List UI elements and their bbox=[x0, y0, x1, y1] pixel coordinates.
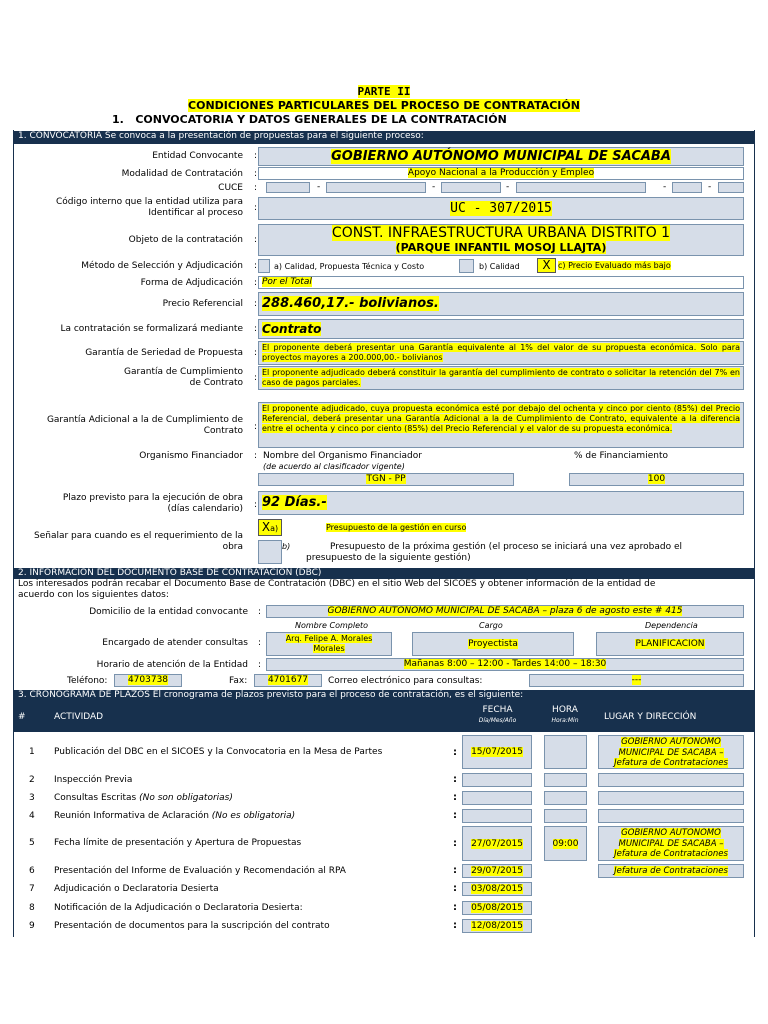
cargo-col-header: Cargo bbox=[479, 621, 503, 630]
table-row-3-num: 3 bbox=[29, 793, 35, 803]
row-3-activity-note: (No son obligatorias) bbox=[139, 793, 233, 803]
domicilio-field bbox=[266, 605, 744, 618]
colon: : bbox=[258, 638, 262, 648]
cuce-field-6[interactable] bbox=[718, 182, 744, 193]
table-row-8-fecha bbox=[462, 901, 532, 915]
colon: : bbox=[254, 324, 258, 334]
table-row-8-activity: Notificación de la Adjudicación o Declaratoria Desierta: bbox=[54, 903, 303, 913]
req-a-label bbox=[326, 523, 466, 532]
req-b-label bbox=[306, 542, 682, 564]
colon: : bbox=[258, 607, 262, 617]
table-row-8-num: 8 bbox=[29, 903, 35, 913]
section-2-title: 2. INFORMACIÓN DEL DOCUMENTO BASE DE CONTRATACIÓN (DBC) bbox=[13, 568, 755, 579]
title-main bbox=[0, 99, 768, 112]
req-b-line-1: Presupuesto de la próxima gestión (el proceso se iniciará una vez aprobado el bbox=[330, 542, 683, 552]
formaliza-label: La contratación se formalizará mediante bbox=[60, 324, 243, 334]
cuce-separator: - bbox=[708, 182, 712, 192]
encargado-field bbox=[266, 632, 392, 656]
row-5-lugar-line-1: GOBIERNO AUTONOMO bbox=[621, 828, 721, 838]
col-lugar-header: LUGAR Y DIRECCIÓN bbox=[604, 712, 697, 722]
section-1-header: 1. CONVOCATORIA Se convoca a la presentación de propuestas para el siguiente proceso: bbox=[13, 131, 755, 144]
col-hora-label: HORA bbox=[552, 705, 578, 715]
colon: : bbox=[254, 373, 258, 383]
cuce-separator: - bbox=[506, 182, 510, 192]
colon: : bbox=[254, 203, 258, 213]
nombre-col-header: Nombre Completo bbox=[295, 621, 369, 630]
objeto-value-2: (PARQUE INFANTIL MOSOJ LLAJTA) bbox=[395, 241, 607, 254]
colon: : bbox=[254, 169, 258, 179]
req-a-checkbox[interactable] bbox=[258, 519, 282, 536]
req-b-line-2: presupuesto de la siguiente gestión) bbox=[306, 553, 471, 563]
col-fecha-sub: Día/Mes/Año bbox=[478, 717, 517, 724]
section-2-desc-2: acuerdo con los siguientes datos: bbox=[18, 590, 169, 600]
col-fecha-header bbox=[455, 705, 540, 726]
row-7-fecha-value: 03/08/2015 bbox=[471, 884, 523, 894]
col-hora-sub: Hora:Min bbox=[551, 717, 579, 724]
colon: : bbox=[254, 235, 258, 245]
col-hora-header bbox=[542, 705, 588, 726]
requerimiento-label bbox=[20, 531, 243, 553]
req-b-checkbox[interactable] bbox=[258, 540, 282, 564]
fax-value: 4701677 bbox=[267, 675, 309, 685]
cuce-field-5[interactable] bbox=[672, 182, 702, 193]
row-8-fecha-value: 05/08/2015 bbox=[471, 903, 523, 913]
domicilio-value: GOBIERNO AUTONOMO MUNICIPAL DE SACABA – plaza 6 de agosto este # 415 bbox=[327, 606, 683, 616]
table-row-9-fecha bbox=[462, 919, 532, 933]
row-1-lugar-line-1: GOBIERNO AUTONOMO bbox=[621, 737, 721, 747]
cuce-separator: - bbox=[663, 182, 667, 192]
forma-field bbox=[258, 276, 744, 289]
table-row-5-activity: Fecha límite de presentación y Apertura de Propuestas bbox=[54, 838, 302, 848]
cuce-field-3[interactable] bbox=[441, 182, 501, 193]
row-5-lugar-line-3: Jefatura de Contrataciones bbox=[614, 849, 728, 859]
title-part bbox=[0, 86, 768, 98]
table-row-4-hora bbox=[544, 809, 587, 823]
telefono-label: Teléfono: bbox=[67, 676, 108, 686]
colon: : bbox=[258, 660, 262, 670]
plazo-label-line-2: (días calendario) bbox=[167, 504, 243, 514]
cuce-label: CUCE bbox=[218, 183, 243, 193]
colon: : bbox=[254, 299, 258, 309]
req-a-letter: a) bbox=[270, 524, 279, 533]
row-3-activity-text: Consultas Escritas bbox=[54, 793, 140, 803]
table-row-3-fecha bbox=[462, 791, 532, 805]
colon: : bbox=[453, 810, 457, 821]
requerimiento-label-line-1: Señalar para cuando es el requerimiento de la bbox=[33, 531, 243, 541]
cuce-field-1[interactable] bbox=[266, 182, 310, 193]
organismo-field bbox=[258, 473, 514, 486]
colon: : bbox=[453, 883, 457, 894]
seriedad-label: Garantía de Seriedad de Propuesta bbox=[85, 348, 243, 358]
formaliza-value: Contrato bbox=[262, 322, 322, 336]
codigo-value: UC - 307/2015 bbox=[450, 201, 552, 216]
adicional-label bbox=[20, 415, 243, 437]
cumplimiento-field bbox=[258, 366, 744, 390]
colon: : bbox=[254, 422, 258, 432]
forma-label: Forma de Adjudicación bbox=[140, 278, 243, 288]
table-row-1-hora bbox=[544, 735, 587, 769]
colon: : bbox=[453, 747, 457, 758]
table-row-3-hora bbox=[544, 791, 587, 805]
correo-value: --- bbox=[631, 675, 642, 685]
section-2-desc-1: Los interesados podrán recabar el Documento Base de Contratación (DBC) en el sitio Web del SICOES y obtener información de la entidad de bbox=[18, 579, 656, 589]
correo-label: Correo electrónico para consultas: bbox=[328, 676, 483, 686]
encargado-label: Encargado de atender consultas bbox=[102, 638, 248, 648]
table-row-3-lugar bbox=[598, 791, 744, 805]
porcentaje-header: % de Financiamiento bbox=[574, 451, 668, 461]
plazo-value: 92 Días.- bbox=[262, 495, 327, 510]
table-row-2-lugar bbox=[598, 773, 744, 787]
cuce-separator: - bbox=[432, 182, 436, 192]
cargo-value: Proyectista bbox=[468, 639, 518, 649]
table-row-1-fecha bbox=[462, 735, 532, 769]
cuce-field-2[interactable] bbox=[326, 182, 426, 193]
table-row-2-fecha bbox=[462, 773, 532, 787]
organismo-value: TGN - PP bbox=[366, 474, 406, 484]
correo-field bbox=[529, 674, 744, 687]
row-1-fecha-value: 15/07/2015 bbox=[471, 747, 523, 757]
table-row-1-lugar bbox=[598, 735, 744, 769]
fax-field bbox=[254, 674, 322, 687]
plazo-field bbox=[258, 491, 744, 515]
modalidad-field bbox=[258, 167, 744, 180]
porcentaje-field bbox=[569, 473, 744, 486]
domicilio-label: Domicilio de la entidad convocante bbox=[89, 607, 248, 617]
colon: : bbox=[254, 151, 258, 161]
porcentaje-value: 100 bbox=[647, 474, 666, 484]
metodo-c-text: c) Precio Evaluado más bajo bbox=[558, 261, 671, 270]
organismo-nombre-subheader: (de acuerdo al clasificador vigente) bbox=[263, 462, 405, 471]
table-row-6-lugar bbox=[598, 864, 744, 878]
metodo-b-label: b) Calidad bbox=[479, 262, 520, 271]
table-row-9-num: 9 bbox=[29, 921, 35, 931]
table-row-7-num: 7 bbox=[29, 884, 35, 894]
dependencia-col-header: Dependencia bbox=[645, 621, 698, 630]
colon: : bbox=[254, 261, 258, 271]
row-6-fecha-value: 29/07/2015 bbox=[471, 866, 523, 876]
cargo-field bbox=[412, 632, 574, 656]
row-4-activity-note: (No es obligatoria) bbox=[211, 811, 296, 821]
colon: : bbox=[453, 838, 457, 849]
modalidad-value: Apoyo Nacional a la Producción y Empleo bbox=[407, 168, 595, 178]
colon: : bbox=[453, 792, 457, 803]
row-5-lugar-line-2: MUNICIPAL DE SACABA – bbox=[618, 838, 724, 849]
colon: : bbox=[254, 348, 258, 358]
table-row-7-activity: Adjudicación o Declaratoria Desierta bbox=[54, 884, 219, 894]
col-fecha-label: FECHA bbox=[482, 705, 513, 715]
colon: : bbox=[453, 865, 457, 876]
table-row-2-activity: Inspección Previa bbox=[54, 775, 133, 785]
colon: : bbox=[254, 183, 258, 193]
colon: : bbox=[254, 278, 258, 288]
objeto-field bbox=[258, 224, 744, 256]
colon: : bbox=[453, 774, 457, 785]
colon: : bbox=[453, 902, 457, 913]
precio-field bbox=[258, 292, 744, 316]
req-a-text: Presupuesto de la gestión en curso bbox=[326, 523, 467, 532]
telefono-value: 4703738 bbox=[127, 675, 169, 685]
metodo-c-checkbox[interactable] bbox=[537, 258, 556, 273]
metodo-label: Método de Selección y Adjudicación bbox=[81, 261, 243, 271]
forma-value: Por el Total bbox=[262, 277, 312, 287]
codigo-field bbox=[258, 197, 744, 220]
cumplimiento-label-line-2: de Contrato bbox=[189, 378, 243, 388]
cumplimiento-label bbox=[20, 367, 243, 389]
encargado-value-2: Morales bbox=[313, 644, 345, 653]
row-6-lugar-value: Jefatura de Contrataciones bbox=[614, 866, 728, 876]
adicional-label-line-1: Garantía Adicional a la de Cumplimiento de bbox=[46, 415, 243, 425]
adicional-label-line-2: Contrato bbox=[203, 426, 243, 436]
precio-value: 288.460,17.- bolivianos. bbox=[262, 296, 439, 311]
cuce-field-4[interactable] bbox=[516, 182, 646, 193]
fax-label: Fax: bbox=[229, 676, 248, 686]
table-row-4-num: 4 bbox=[29, 811, 35, 821]
adicional-field bbox=[258, 402, 744, 448]
table-row-1-activity: Publicación del DBC en el SICOES y la Convocatoria en la Mesa de Partes bbox=[54, 747, 383, 757]
cumplimiento-label-line-1: Garantía de Cumplimiento bbox=[124, 367, 243, 377]
document-title: CONDICIONES PARTICULARES DEL PROCESO DE CONTRATACIÓN bbox=[188, 99, 580, 112]
dependencia-field bbox=[596, 632, 744, 656]
colon: : bbox=[254, 451, 258, 461]
table-row-1-num: 1 bbox=[29, 747, 35, 757]
row-9-fecha-value: 12/08/2015 bbox=[471, 921, 523, 931]
metodo-c-mark: X bbox=[542, 258, 551, 272]
entidad-label: Entidad Convocante bbox=[152, 151, 243, 161]
codigo-label bbox=[20, 197, 243, 219]
req-b-letter: b) bbox=[282, 542, 291, 551]
metodo-a-checkbox[interactable] bbox=[258, 259, 270, 273]
organismo-nombre-header: Nombre del Organismo Financiador bbox=[263, 451, 422, 461]
col-num-header: # bbox=[18, 712, 26, 722]
objeto-label: Objeto de la contratación bbox=[128, 235, 243, 245]
section-title: 1. CONVOCATORIA Y DATOS GENERALES DE LA CONTRATACIÓN bbox=[112, 113, 507, 126]
adicional-value: El proponente adjudicado, cuya propuesta económica esté por debajo del ochenta y cinco por ciento (85%) del Precio Referencial, deberá presentar una Garantía Adicional a la de Cumplimiento de Contrato, equivalente a la diferencia entre el ochenta y cinco por ciento (85%) del Precio Referencial y el valor de su propuesta económica. bbox=[262, 404, 740, 433]
table-row-3-activity bbox=[54, 793, 233, 803]
metodo-a-label: a) Calidad, Propuesta Técnica y Costo bbox=[274, 262, 425, 271]
horario-field bbox=[266, 658, 744, 671]
cuce-separator: - bbox=[317, 182, 321, 192]
row-1-lugar-line-3: Jefatura de Contrataciones bbox=[614, 758, 728, 768]
table-row-4-activity bbox=[54, 811, 295, 821]
entidad-value: GOBIERNO AUTÓNOMO MUNICIPAL DE SACABA bbox=[331, 149, 671, 164]
table-row-9-activity: Presentación de documentos para la suscripción del contrato bbox=[54, 921, 330, 931]
table-row-2-hora bbox=[544, 773, 587, 787]
cumplimiento-value: El proponente adjudicado deberá constituir la garantía del cumplimiento de contrato o solicitar la retención del 7% en caso de pagos parciales. bbox=[262, 368, 740, 387]
plazo-label-line-1: Plazo previsto para la ejecución de obra bbox=[62, 493, 243, 503]
modalidad-label: Modalidad de Contratación bbox=[121, 169, 243, 179]
encargado-value-1: Arq. Felipe A. Morales bbox=[285, 634, 373, 643]
horario-value: Mañanas 8:00 – 12:00 - Tardes 14:00 – 18:30 bbox=[403, 659, 607, 669]
colon: : bbox=[453, 920, 457, 931]
telefono-field bbox=[114, 674, 182, 687]
codigo-label-line-1: Código interno que la entidad utiliza para bbox=[55, 197, 243, 207]
seriedad-value: El proponente deberá presentar una Garantía equivalente al 1% del valor de su propuesta económica. Solo para proyectos mayores a 200.000,00.- bolivianos bbox=[262, 343, 740, 362]
objeto-value-1: CONST. INFRAESTRUCTURA URBANA DISTRITO 1 bbox=[331, 225, 671, 241]
table-row-5-hora bbox=[544, 826, 587, 861]
table-row-4-fecha bbox=[462, 809, 532, 823]
row-1-lugar-line-2: MUNICIPAL DE SACABA – bbox=[618, 747, 724, 758]
horario-label: Horario de atención de la Entidad bbox=[96, 660, 248, 670]
dependencia-value: PLANIFICACION bbox=[635, 639, 705, 649]
table-row-6-num: 6 bbox=[29, 866, 35, 876]
requerimiento-label-line-2: obra bbox=[222, 542, 243, 552]
plazo-label bbox=[20, 493, 243, 515]
table-row-6-activity: Presentación del Informe de Evaluación y Recomendación al RPA bbox=[54, 866, 346, 876]
section-3-header: 3. CRONOGRAMA DE PLAZOS El cronograma de plazos previsto para el proceso de contratación, es el siguiente: bbox=[18, 690, 524, 700]
seriedad-field bbox=[258, 341, 744, 365]
table-row-6-fecha bbox=[462, 864, 532, 878]
row-5-hora-value: 09:00 bbox=[552, 838, 579, 849]
formaliza-field bbox=[258, 319, 744, 339]
section-2-header bbox=[13, 568, 755, 601]
table-row-5-num: 5 bbox=[29, 838, 35, 848]
req-a-mark: X bbox=[261, 520, 271, 534]
colon: : bbox=[254, 500, 258, 510]
row-4-activity-text: Reunión Informativa de Aclaración bbox=[54, 811, 212, 821]
row-5-fecha-value: 27/07/2015 bbox=[471, 838, 523, 849]
part-label: PARTE II bbox=[357, 85, 411, 98]
table-row-4-lugar bbox=[598, 809, 744, 823]
codigo-label-line-2: Identificar al proceso bbox=[148, 208, 243, 218]
precio-label: Precio Referencial bbox=[162, 299, 243, 309]
metodo-b-checkbox[interactable] bbox=[459, 259, 474, 273]
table-row-5-fecha bbox=[462, 826, 532, 861]
col-actividad-header: ACTIVIDAD bbox=[54, 712, 104, 722]
table-row-7-fecha bbox=[462, 882, 532, 896]
metodo-c-label bbox=[558, 261, 671, 270]
organismo-label: Organismo Financiador bbox=[139, 451, 243, 461]
entidad-field bbox=[258, 147, 744, 166]
table-row-5-lugar bbox=[598, 826, 744, 861]
table-row-2-num: 2 bbox=[29, 775, 35, 785]
